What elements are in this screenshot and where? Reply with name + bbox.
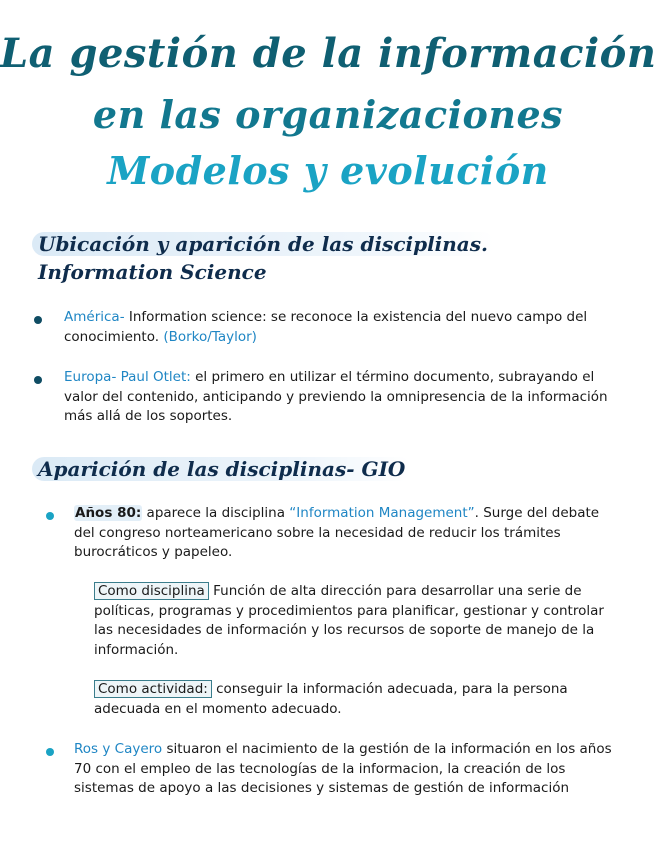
item-body: el primero en utilizar el término documento, subrayando el valor del contenido, anticipando y previendo la omnipresencia de la información más allá de los soportes. [64, 369, 608, 424]
bullet-dot [34, 316, 42, 324]
list-item-ros-cayero [74, 740, 626, 799]
item-body: situaron el nacimiento de la gestión de la información en los años 70 con el empleo de las tecnologías de la informacion, la creación de los sistemas de apoyo a las decisiones y sistemas de gestión de información [74, 741, 612, 796]
sub-item-actividad [94, 680, 626, 719]
sub-item-disciplina [94, 582, 626, 660]
item-label: América- [64, 309, 125, 325]
item-body-a: aparece la disciplina [142, 505, 290, 521]
item-quote: “Information Management” [289, 505, 475, 521]
bullet-dot [46, 748, 54, 756]
section-2-heading-text: Aparición de las disciplinas- GIO [32, 457, 411, 481]
sub-item-body: conseguir la información adecuada, para la persona adecuada en el momento adecuado. [94, 681, 568, 717]
section-1-heading [38, 230, 494, 286]
section-2-heading [38, 455, 411, 483]
section-1-heading-line-2: Information Science [38, 260, 267, 284]
list-item-anos-80 [74, 504, 622, 563]
title-line-3: Modelos y evolución [107, 148, 549, 193]
section-1-heading-line-1: Ubicación y aparición de las disciplinas. [32, 232, 494, 256]
item-label: Europa- Paul Otlet: [64, 369, 191, 385]
list-item-europa [64, 368, 624, 427]
bullet-dot [46, 512, 54, 520]
sub-item-label: Como disciplina [94, 582, 209, 600]
sub-item-label: Como actividad: [94, 680, 212, 698]
sub-item-body: Función de alta dirección para desarrollar una serie de políticas, programas y procedimientos para planificar, gestionar y controlar las necesidades de información y los recursos de soporte de manejo de la información. [94, 583, 604, 658]
title-line-2: en las organizaciones [92, 92, 564, 137]
item-label: Años 80: [75, 505, 142, 521]
item-citation: (Borko/Taylor) [163, 328, 257, 345]
item-label: Ros y Cayero [74, 741, 163, 757]
bullet-dot [34, 376, 42, 384]
item-body-b: . Surge del debate del congreso norteamericano sobre la necesidad de reducir los trámites burocráticos y papeleo. [74, 505, 600, 560]
list-item-america [64, 308, 624, 347]
item-body: Information science: se reconoce la existencia del nuevo campo del conocimiento. [64, 309, 588, 345]
title-line-1: La gestión de la información [0, 30, 656, 77]
